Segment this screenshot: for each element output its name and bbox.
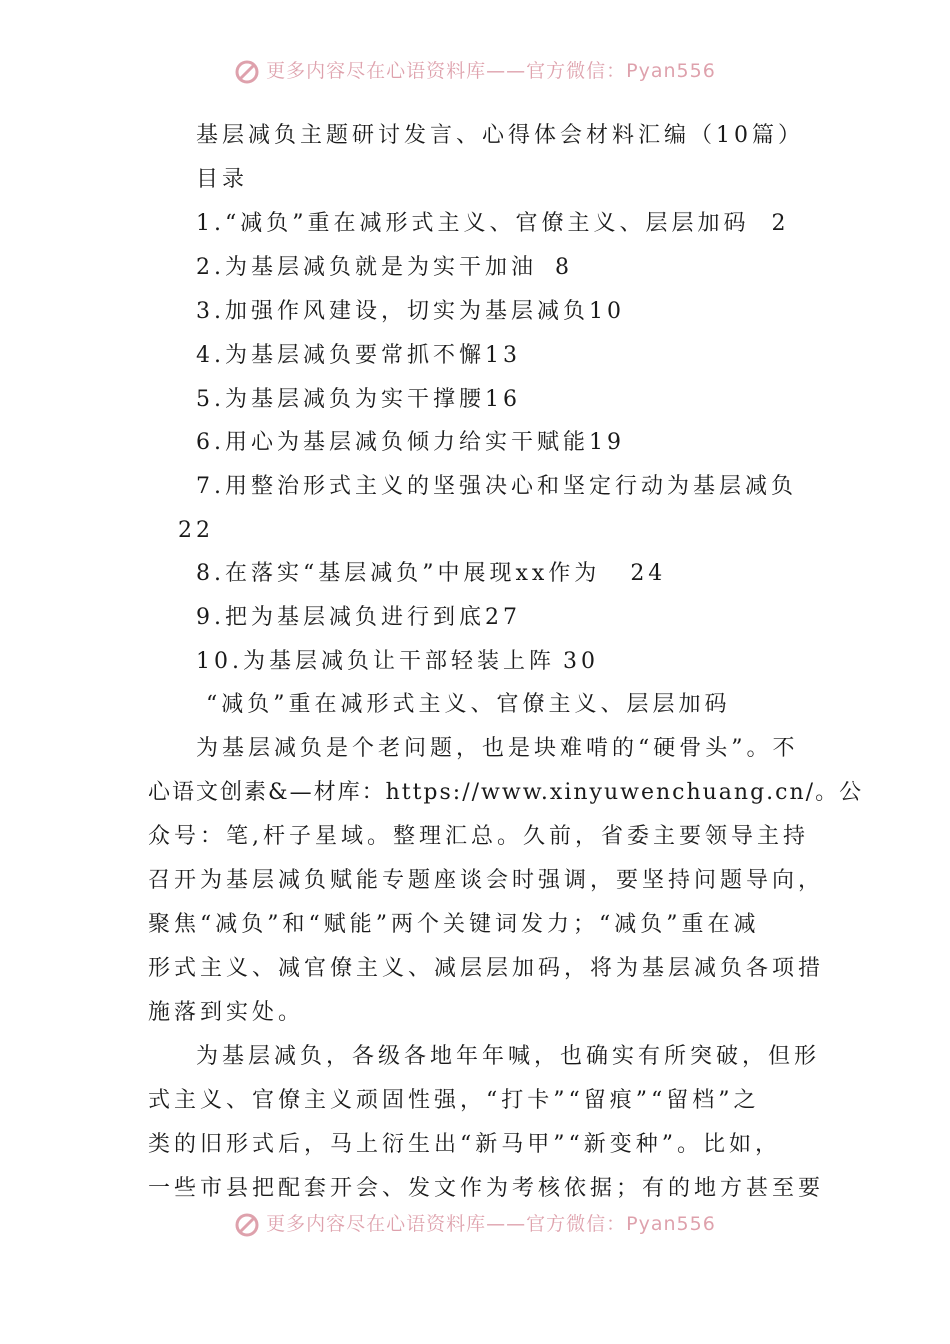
toc-item: 8.在落实“基层减负”中展现xx作为 24 [196,561,667,586]
toc-item: 3.加强作风建设，切实为基层减负10 [196,299,625,324]
watermark-text: 更多内容尽在心语资料库——官方微信：Pyan556 [266,60,716,82]
paragraph-line: 类的旧形式后，马上衍生出“新马甲”“新变种”。比如， [148,1132,781,1157]
paragraph-line: 心语文创素&—材库：https://www.xinyuwenchuang.cn/。公 [148,780,864,805]
toc-heading: 目录 [196,167,249,192]
toc-item: 10.为基层减负让干部轻装上阵 30 [196,649,599,674]
watermark-text: 更多内容尽在心语资料库——官方微信：Pyan556 [266,1213,716,1235]
logo-icon [234,1212,260,1238]
paragraph-line: 聚焦“减负”和“赋能”两个关键词发力；“减负”重在减 [148,912,760,937]
paragraph-line: 形式主义、减官僚主义、减层层加码，将为基层减负各项措 [148,956,825,981]
toc-item: 7.用整治形式主义的坚强决心和坚定行动为基层减负 [196,474,797,499]
toc-item: 5.为基层减负为实干撑腰16 [196,387,521,412]
logo-icon [234,59,260,85]
paragraph-line: 众号：笔,杆子星域。整理汇总。久前，省委主要领导主持 [148,824,809,849]
paragraph-line: 为基层减负，各级各地年年喊，也确实有所突破，但形 [196,1044,821,1069]
toc-item: 1.“减负”重在减形式主义、官僚主义、层层加码 2 [196,211,790,236]
document-title: 基层减负主题研讨发言、心得体会材料汇编（10篇） [196,123,804,148]
toc-item: 4.为基层减负要常抓不懈13 [196,343,521,368]
paragraph-line: 施落到实处。 [148,1000,305,1025]
toc-item: 2.为基层减负就是为实干加油 8 [196,255,573,280]
toc-item: 9.把为基层减负进行到底27 [196,605,521,630]
paragraph-line: 一些市县把配套开会、发文作为考核依据；有的地方甚至要 [148,1176,825,1201]
footer-watermark [0,1209,950,1238]
paragraph-line: 式主义、官僚主义顽固性强，“打卡”“留痕”“留档”之 [148,1088,760,1113]
section-title: “减负”重在减形式主义、官僚主义、层层加码 [206,692,731,717]
toc-item: 6.用心为基层减负倾力给实干赋能19 [196,430,625,455]
paragraph-line: 召开为基层减负赋能专题座谈会时强调，要坚持问题导向， [148,868,825,893]
toc-item-page: 22 [178,518,214,543]
header-watermark [0,56,950,85]
paragraph-line: 为基层减负是个老问题，也是块难啃的“硬骨头”。不 [196,736,799,761]
